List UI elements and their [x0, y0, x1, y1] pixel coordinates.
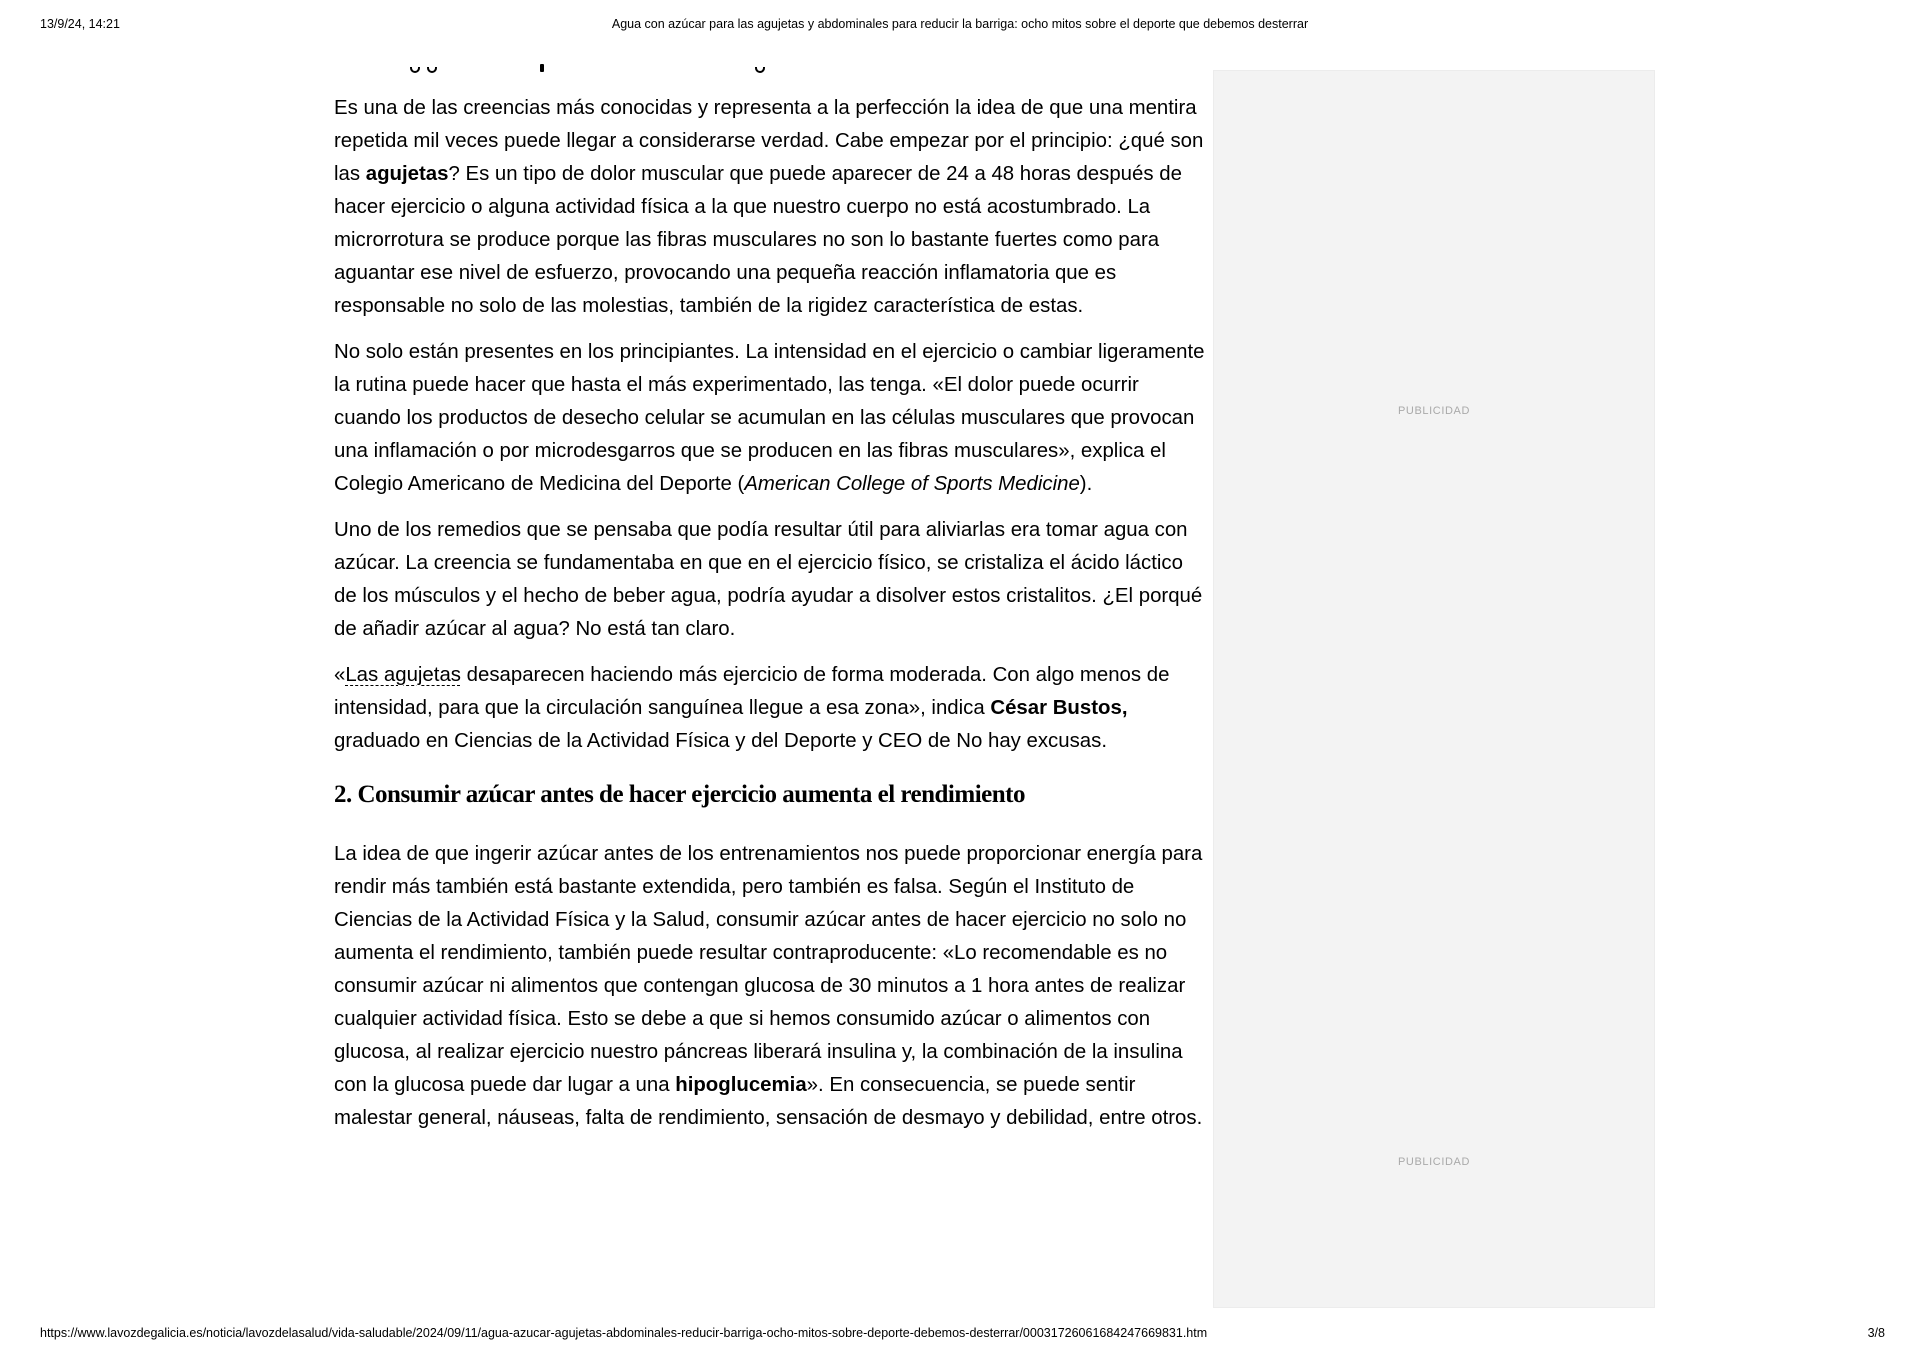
print-document-title: Agua con azúcar para las agujetas y abdominales para reducir la barriga: ocho mitos sobre el deporte que debemos desterrar	[611, 17, 1309, 31]
clipped-heading-fragment	[410, 67, 420, 73]
article-paragraph	[334, 336, 1210, 501]
text-segment: Uno de los remedios que se pensaba que podía resultar útil para aliviarlas era tomar agua con azúcar. La creencia se fundamentaba en que en el ejercicio físico, se cristaliza el ácido láctico de los músculos y el hecho de beber agua, podría ayudar a disolver estos cristalitos. ¿El porqué de añadir azúcar al agua? No está tan claro.	[334, 519, 1203, 640]
ad-label: PUBLICIDAD	[1397, 405, 1471, 417]
article-paragraph	[334, 92, 1210, 323]
text-segment: agujetas	[365, 163, 449, 185]
clipped-heading-fragment	[540, 64, 544, 72]
article-body	[334, 92, 1210, 1148]
article-paragraph	[334, 659, 1210, 758]
text-segment: Es una de las creencias más conocidas y representa a la perfección la idea de que una mentira repetida mil veces puede llegar a considerarse verdad. Cabe empezar por el principio: ¿qué son las	[334, 97, 1204, 185]
inline-link-text: Las agujetas	[345, 664, 461, 686]
text-segment: La idea de que ingerir azúcar antes de los entrenamientos nos puede proporcionar energía para rendir más también está bastante extendida, pero también es falsa. Según el Instituto de Ciencias de la Actividad Física y la Salud, consumir azúcar antes de hacer ejercicio no solo no aumenta el rendimiento, también puede resultar contraproducente: «Lo recomendable es no consumir azúcar ni alimentos que contengan glucosa de 30 minutos a 1 hora antes de realizar cualquier actividad física. Esto se debe a que si hemos consumido azúcar o alimentos con glucosa, al realizar ejercicio nuestro páncreas liberará insulina y, la combinación de la insulina con la glucosa puede dar lugar a una	[334, 843, 1203, 1096]
source-url: https://www.lavozdegalicia.es/noticia/lavozdelasalud/vida-saludable/2024/09/11/agua-azucar-agujetas-abdominales-reducir-barriga-ocho-mitos-sobre-deporte-debemos-desterrar/00031726061684247669831.htm	[40, 1326, 1208, 1340]
text-segment: desaparecen haciendo más ejercicio de forma moderada. Con algo menos de intensidad, para que la circulación sanguínea llegue a esa zona», indica	[334, 664, 1170, 719]
text-segment: César Bustos,	[990, 697, 1128, 719]
article-paragraph	[334, 838, 1210, 1135]
page-indicator: 3/8	[1867, 1326, 1885, 1340]
section-heading: 2. Consumir azúcar antes de hacer ejercicio aumenta el rendimiento	[334, 781, 1025, 808]
text-segment: ». En consecuencia, se puede sentir malestar general, náuseas, falta de rendimiento, sensación de desmayo y debilidad, entre otros.	[334, 1074, 1203, 1129]
clipped-heading-fragment	[427, 67, 437, 73]
ad-placeholder	[1213, 70, 1655, 1308]
text-segment: «	[334, 664, 346, 686]
article-paragraph	[334, 514, 1210, 646]
text-segment: No solo están presentes en los principiantes. La intensidad en el ejercicio o cambiar ligeramente la rutina puede hacer que hasta el más experimentado, las tenga. «El dolor puede ocurrir cuando los productos de desecho celular se acumulan en las células musculares que provocan una inflamación o por microdesgarros que se producen en las fibras musculares», explica el Colegio Americano de Medicina del Deporte (	[334, 341, 1205, 495]
print-datetime: 13/9/24, 14:21	[40, 17, 120, 31]
clipped-heading-fragment	[755, 67, 765, 73]
text-segment: hipoglucemia	[675, 1074, 807, 1096]
text-segment: ).	[1079, 473, 1093, 495]
ad-label: PUBLICIDAD	[1397, 1156, 1471, 1168]
text-segment: ? Es un tipo de dolor muscular que puede aparecer de 24 a 48 horas después de hacer ejercicio o alguna actividad física a la que nuestro cuerpo no está acostumbrado. La microrrotura se produce porque las fibras musculares no son lo bastante fuertes como para aguantar ese nivel de esfuerzo, provocando una pequeña reacción inflamatoria que es responsable no solo de las molestias, también de la rigidez característica de estas.	[334, 163, 1182, 317]
text-segment: American College of Sports Medicine	[744, 473, 1080, 495]
text-segment: graduado en Ciencias de la Actividad Física y del Deporte y CEO de No hay excusas.	[334, 730, 1107, 752]
